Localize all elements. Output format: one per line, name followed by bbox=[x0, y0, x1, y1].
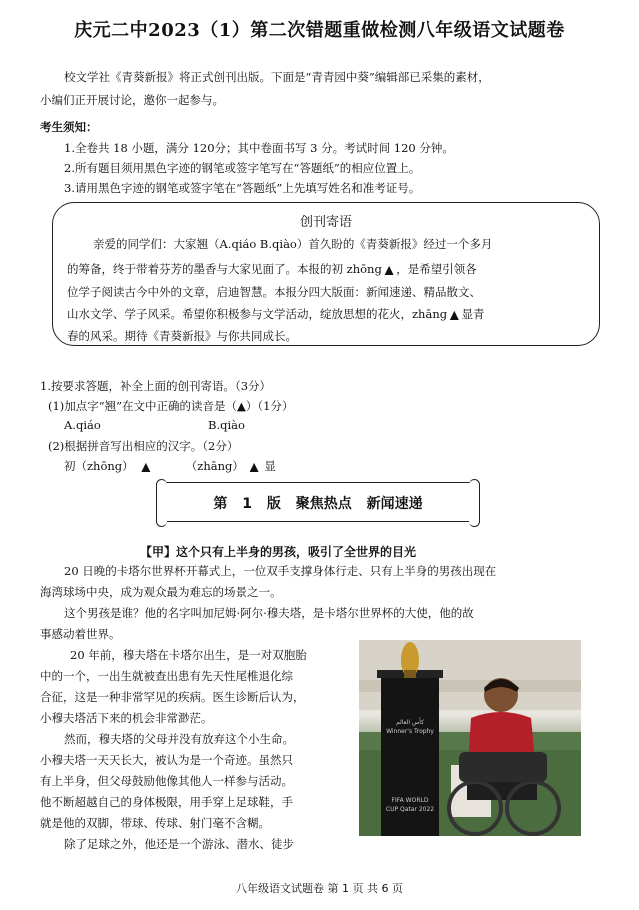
notice-heading: 考生须知： bbox=[40, 120, 98, 134]
notice-item-1: 1.全卷共 18 小题，满分 120分；其中卷面书写 3 分。考试时间 120 分钟。 bbox=[64, 141, 454, 155]
article-p1-a: 20 日晚的卡塔尔世界杯开幕式上，一位双手支撑身体行走、只有上半身的男孩出现在 bbox=[64, 564, 497, 578]
box-title: 创刊寄语 bbox=[299, 215, 352, 230]
box-line-4: 山水文学、学子风采。希望你积极参与文学活动，绽放思想的花火，zhāng ▲ 显青 bbox=[67, 307, 485, 321]
article-p3-line: 20 年前，穆夫塔在卡塔尔出生，是一对双胞胎 bbox=[70, 648, 307, 662]
news-photo bbox=[359, 640, 581, 836]
article-p4-line: 有上半身，但父母鼓励他像其他人一样参与活动。 bbox=[40, 774, 293, 788]
page-title: 庆元二中2023（1）第二次错题重做检测八年级语文试题卷 bbox=[74, 20, 565, 41]
article-p4-line: 就是他的双脚，带球、传球、射门毫不含糊。 bbox=[40, 816, 270, 830]
option-b: B.qiào bbox=[208, 418, 245, 432]
intro-line-1: 校文学社《青葵新报》将正式创刊出版。下面是“青青园中葵”编辑部已采集的素材， bbox=[64, 70, 490, 84]
box-line-2: 的筹备，终于带着芬芳的墨香与大家见面了。本报的初 zhōng ▲ ，是希望引领各 bbox=[67, 262, 477, 276]
article-p2-b: 事感动着世界。 bbox=[40, 627, 121, 641]
article-heading: 【甲】这个只有上半身的男孩，吸引了全世界的目光 bbox=[140, 545, 417, 559]
option-a: A.qiáo bbox=[64, 418, 101, 432]
article-p4-line: 然而，穆夫塔的父母并没有放弃这个小生命。 bbox=[64, 732, 294, 746]
blank-marker: ▲ bbox=[384, 263, 394, 276]
article-p2-a: 这个男孩是谁？他的名字叫加尼姆·阿尔·穆夫塔，是卡塔尔世界杯的大使，他的故 bbox=[64, 606, 474, 620]
section-banner bbox=[161, 482, 475, 522]
blank-marker: ▲ bbox=[450, 308, 459, 321]
article-p1-b: 海湾球场中央，成为观众最为难忘的场景之一。 bbox=[40, 585, 282, 599]
question-1-sub-1: (1)加点字“翘”在文中正确的读音是（▲）（1分） bbox=[48, 399, 294, 413]
intro-line-2: 小编们正开展讨论，邀你一起参与。 bbox=[40, 93, 224, 107]
banner-text: 第 1 版 聚焦热点 新闻速递 bbox=[213, 496, 423, 512]
blank-marker: ▲ bbox=[141, 460, 151, 473]
notice-item-3: 3.请用黑色字迹的钢笔或签字笔在“答题纸”上先填写姓名和准考证号。 bbox=[64, 181, 421, 195]
inaugural-message-box bbox=[52, 202, 600, 346]
fill-line: 初（zhōng） ▲ （zhāng） ▲ 显 bbox=[64, 459, 276, 473]
question-1-stem: 1.按要求答题，补全上面的创刊寄语。（3分） bbox=[40, 379, 272, 393]
box-line-5: 春的风采。期待《青葵新报》与你共同成长。 bbox=[67, 329, 297, 343]
article-p3-line: 小穆夫塔活下来的机会非常渺茫。 bbox=[40, 711, 213, 725]
article-p3-line: 中的一个，一出生就被查出患有先天性尾椎退化综 bbox=[40, 669, 293, 683]
box-line-1: 亲爱的同学们：大家翘（A.qiáo B.qiào）首久盼的《青葵新报》经过一个多月 bbox=[93, 237, 493, 251]
trophy-label: كأس العالم Winner's Trophy FIFA WORLD CUP Qatar 2022 bbox=[385, 719, 435, 813]
question-1-sub-2: (2)根据拼音写出相应的汉字。（2分） bbox=[48, 439, 239, 453]
box-line-3: 位学子阅读古今中外的文章，启迪智慧。本报分四大版面：新闻速递、精品散文、 bbox=[67, 285, 481, 299]
article-p3-line: 合征，这是一种非常罕见的疾病。医生诊断后认为， bbox=[40, 690, 305, 704]
page-footer: 八年级语文试题卷 第 1 页 共 6 页 bbox=[236, 882, 403, 895]
article-p5: 除了足球之外，他还是一个游泳、潜水、徒步 bbox=[64, 837, 294, 851]
blank-marker: ▲ bbox=[249, 460, 259, 473]
notice-item-2: 2.所有题目须用黑色字迹的钢笔或签字笔写在“答题纸”的相应位置上。 bbox=[64, 161, 421, 175]
article-p4-line: 他不断超越自己的身体极限，用手穿上足球鞋，手 bbox=[40, 795, 293, 809]
article-p4-line: 小穆夫塔一天天长大，被认为是一个奇迹。虽然只 bbox=[40, 753, 293, 767]
